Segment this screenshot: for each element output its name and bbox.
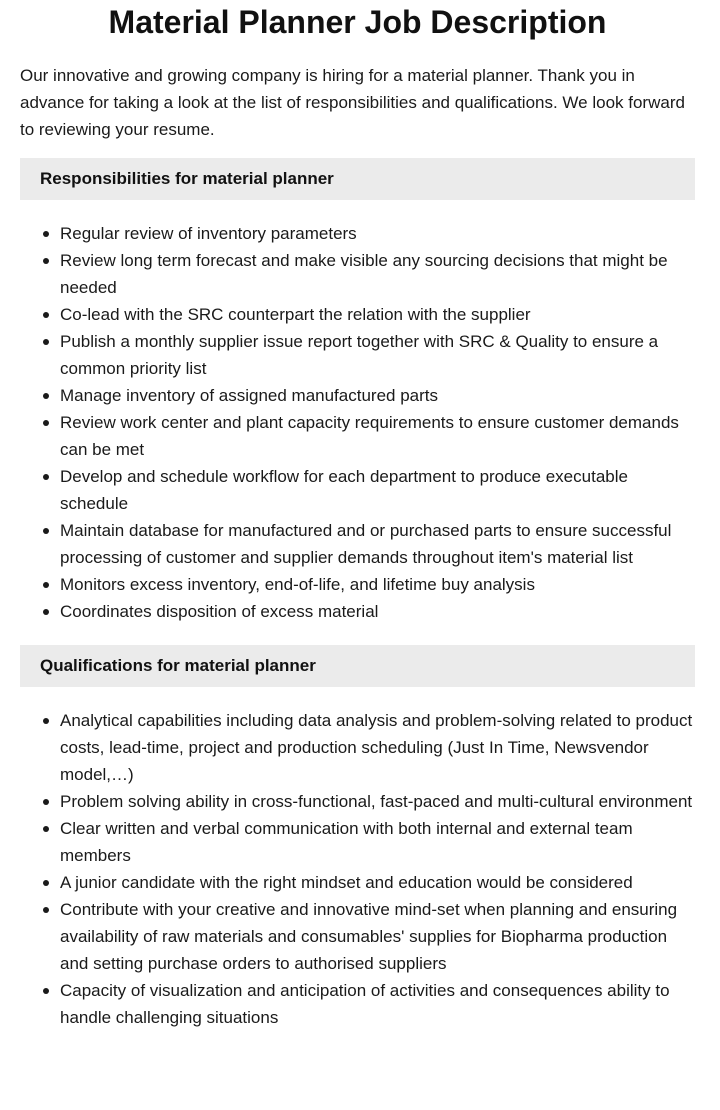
list-item: Regular review of inventory parameters bbox=[60, 220, 695, 247]
intro-paragraph: Our innovative and growing company is hiring for a material planner. Thank you in advance for taking a look at the list of responsibilities and qualifications. We look forward to reviewing your resume. bbox=[20, 66, 685, 139]
list-item: Coordinates disposition of excess material bbox=[60, 598, 695, 625]
list-item: Publish a monthly supplier issue report together with SRC & Quality to ensure a common priority list bbox=[60, 328, 695, 382]
list-item: Problem solving ability in cross-functional, fast-paced and multi-cultural environment bbox=[60, 788, 695, 815]
list-item: Develop and schedule workflow for each department to produce executable schedule bbox=[60, 463, 695, 517]
list-item: Maintain database for manufactured and or purchased parts to ensure successful processing of customer and supplier demands throughout item's material list bbox=[60, 517, 695, 571]
qualifications-heading: Qualifications for material planner bbox=[20, 645, 695, 687]
list-item: A junior candidate with the right mindset and education would be considered bbox=[60, 869, 695, 896]
list-item: Monitors excess inventory, end-of-life, and lifetime buy analysis bbox=[60, 571, 695, 598]
qualifications-list bbox=[20, 707, 695, 1031]
list-item: Co-lead with the SRC counterpart the relation with the supplier bbox=[60, 301, 695, 328]
list-item: Capacity of visualization and anticipation of activities and consequences ability to handle challenging situations bbox=[60, 977, 695, 1031]
list-item: Contribute with your creative and innovative mind-set when planning and ensuring availability of raw materials and consumables' supplies for Biopharma production and setting purchase orders to authorised suppliers bbox=[60, 896, 695, 977]
responsibilities-list bbox=[20, 220, 695, 625]
list-item: Analytical capabilities including data analysis and problem-solving related to product costs, lead-time, project and production scheduling (Just In Time, Newsvendor model,…) bbox=[60, 707, 695, 788]
list-item: Review work center and plant capacity requirements to ensure customer demands can be met bbox=[60, 409, 695, 463]
list-item: Manage inventory of assigned manufactured parts bbox=[60, 382, 695, 409]
list-item: Review long term forecast and make visible any sourcing decisions that might be needed bbox=[60, 247, 695, 301]
responsibilities-heading: Responsibilities for material planner bbox=[20, 158, 695, 200]
list-item: Clear written and verbal communication with both internal and external team members bbox=[60, 815, 695, 869]
page-title: Material Planner Job Description bbox=[108, 4, 607, 40]
